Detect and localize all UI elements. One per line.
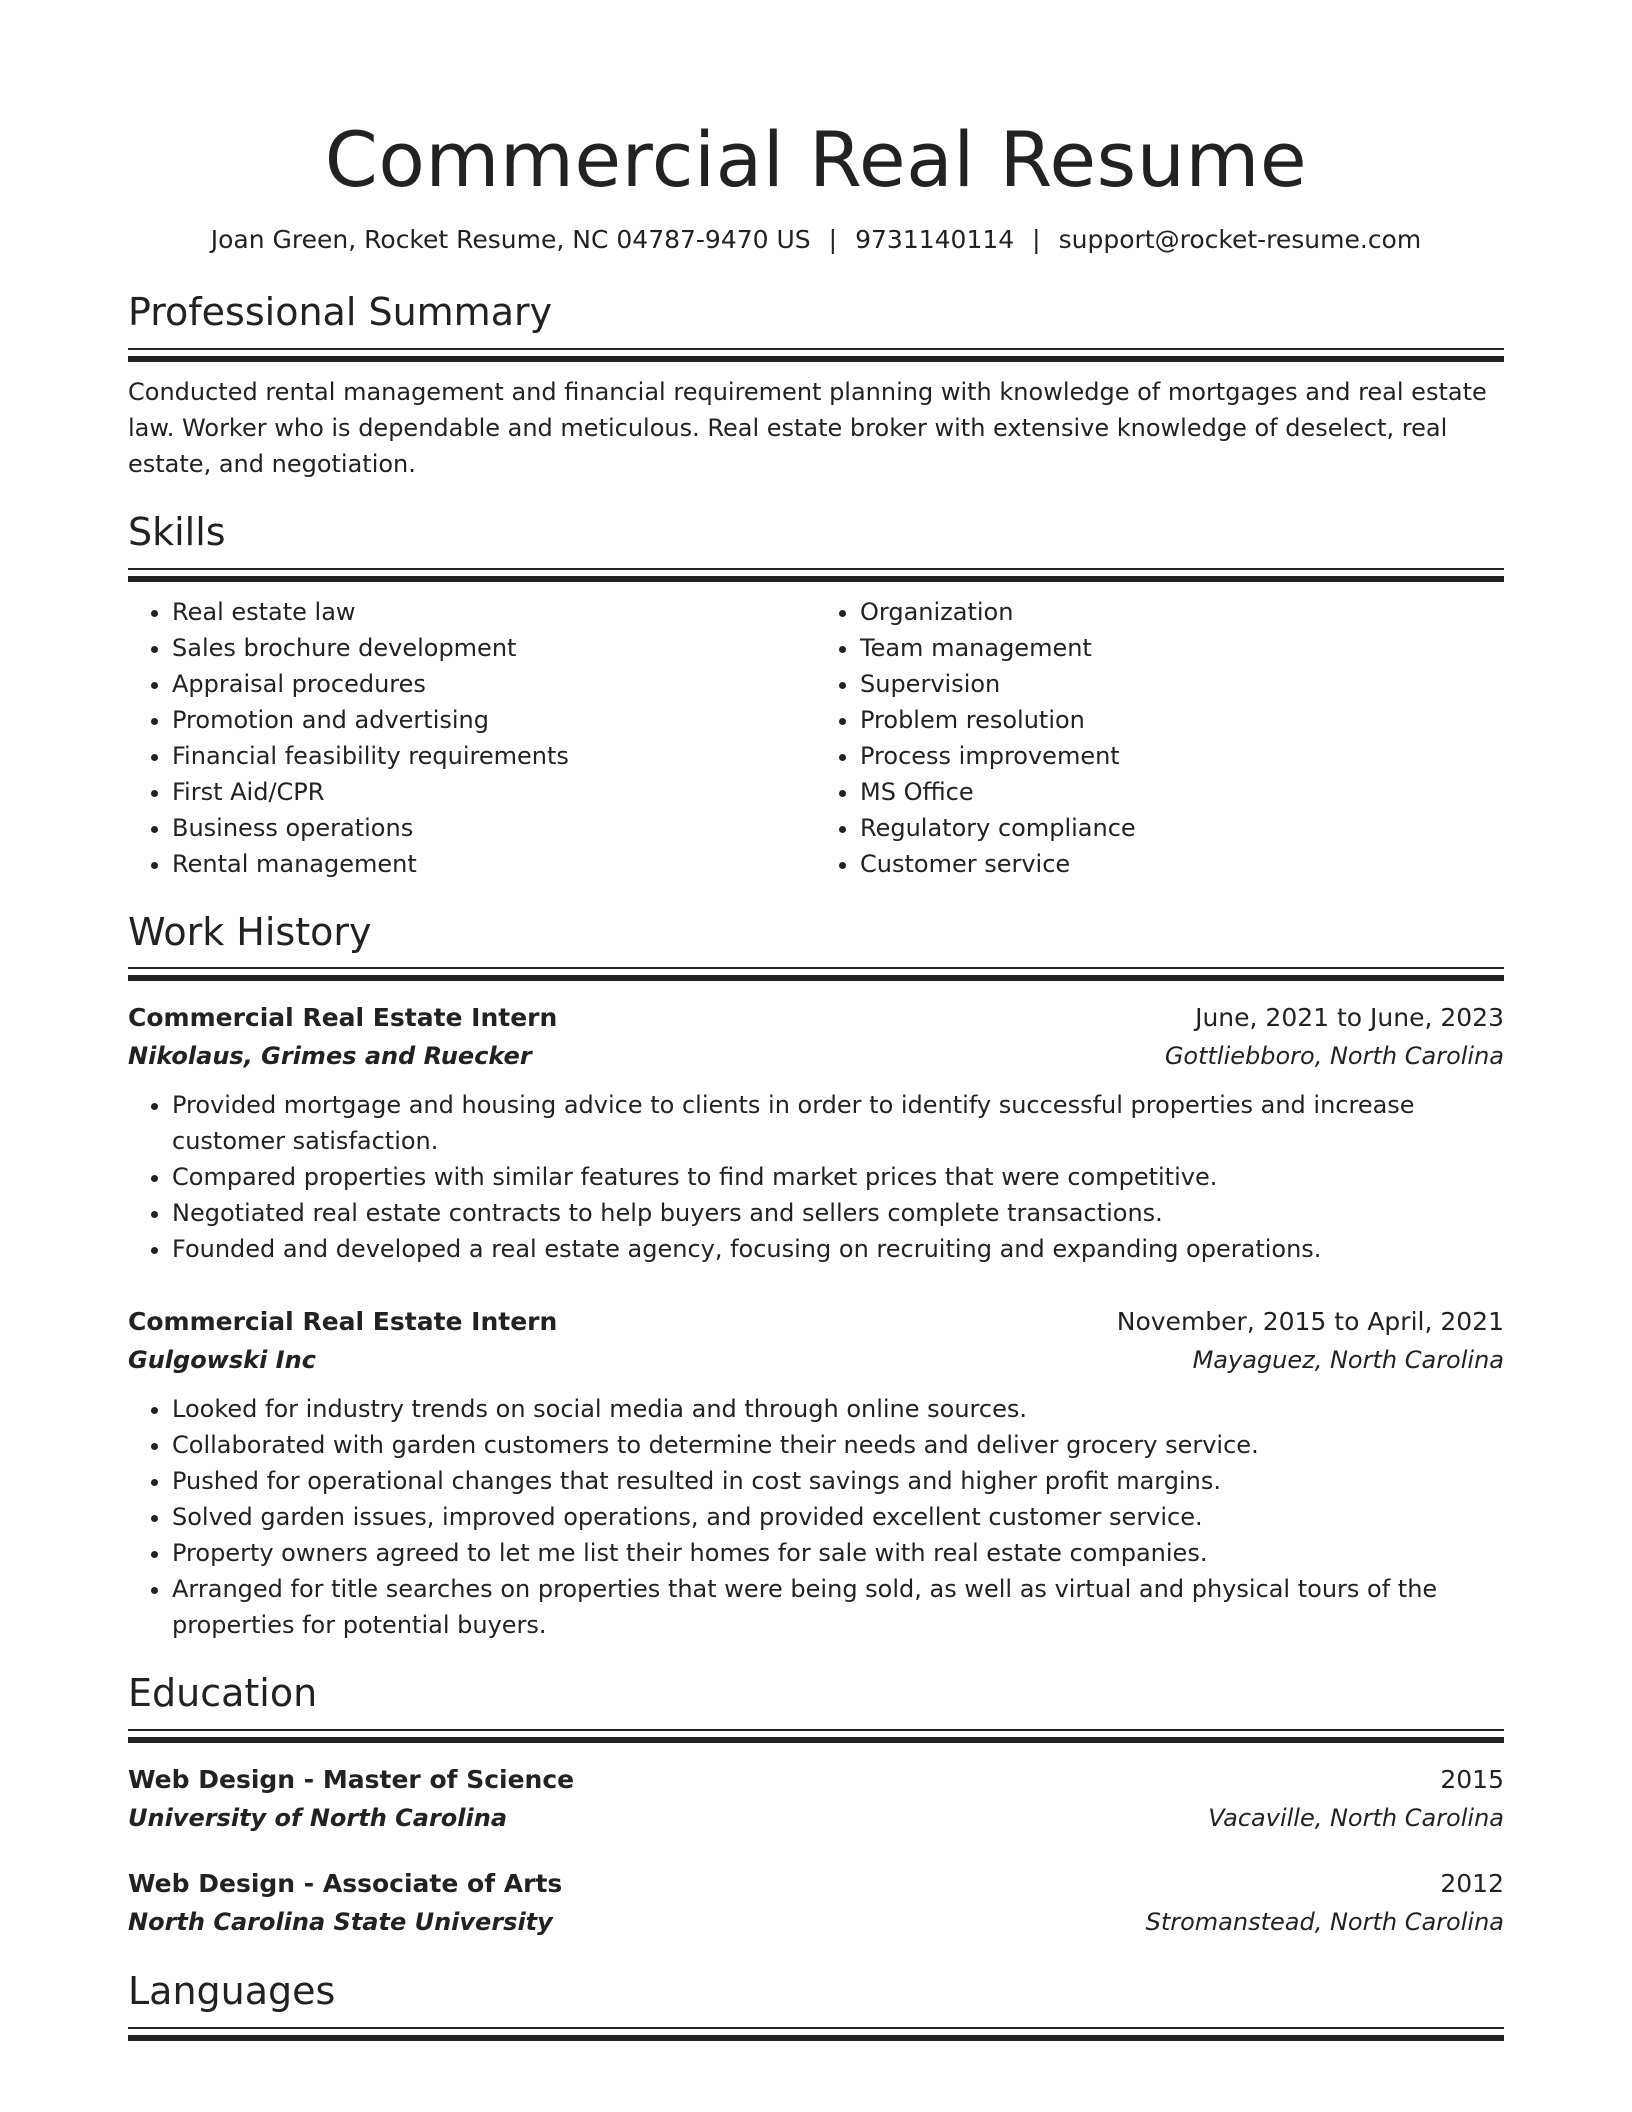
skill-item: • Problem resolution <box>860 702 1504 738</box>
education-entry <box>128 1761 1504 1837</box>
skills-list-left <box>128 594 816 882</box>
education-school: University of North Carolina <box>128 1804 508 1833</box>
job-company-row <box>128 1341 1504 1379</box>
section-divider <box>128 568 1504 582</box>
contact-line <box>128 224 1504 257</box>
skill-item: • First Aid/CPR <box>172 774 816 810</box>
skill-item: • Organization <box>860 594 1504 630</box>
section-heading-summary: Professional Summary <box>128 290 553 335</box>
job-bullet: • Solved garden issues, improved operations, and provided excellent customer service. <box>172 1499 1504 1535</box>
education-degree: Web Design - Master of Science <box>128 1765 575 1795</box>
job-bullets <box>128 1087 1504 1267</box>
skill-item: • Team management <box>860 630 1504 666</box>
skill-item: • Supervision <box>860 666 1504 702</box>
contact-phone: 9731140114 <box>855 224 1015 254</box>
section-heading-education: Education <box>128 1671 318 1716</box>
job-company-row <box>128 1037 1504 1075</box>
education-degree: Web Design - Associate of Arts <box>128 1869 563 1899</box>
resume-title: Commercial Real Resume <box>324 115 1308 204</box>
section-divider <box>128 1729 1504 1743</box>
job-title: Commercial Real Estate Intern <box>128 1307 558 1337</box>
skills-list-right <box>816 594 1504 882</box>
skill-item: • Real estate law <box>172 594 816 630</box>
job-location: Gottliebboro, North Carolina <box>1164 1042 1504 1071</box>
skills-section <box>128 509 1504 882</box>
job-company: Nikolaus, Grimes and Ruecker <box>128 1042 532 1071</box>
section-divider <box>128 2027 1504 2041</box>
skill-item: • MS Office <box>860 774 1504 810</box>
job-location: Mayaguez, North Carolina <box>1192 1346 1504 1375</box>
skill-item: • Appraisal procedures <box>172 666 816 702</box>
education-section <box>128 1673 1504 1941</box>
job-dates: June, 2021 to June, 2023 <box>1195 1003 1504 1033</box>
languages-section <box>128 1971 1504 2041</box>
education-school-row <box>128 1799 1504 1837</box>
skill-item: • Regulatory compliance <box>860 810 1504 846</box>
job-entry <box>128 1303 1504 1643</box>
section-divider <box>128 967 1504 981</box>
skill-item: • Rental management <box>172 846 816 882</box>
contact-separator: | <box>1032 224 1041 254</box>
skill-item: • Financial feasibility requirements <box>172 738 816 774</box>
job-bullet: • Pushed for operational changes that resulted in cost savings and higher profit margins. <box>172 1463 1504 1499</box>
education-year: 2015 <box>1440 1765 1504 1795</box>
education-location: Vacaville, North Carolina <box>1208 1804 1504 1833</box>
summary-section <box>128 292 1504 482</box>
education-entry <box>128 1865 1504 1941</box>
contact-address: Joan Green, Rocket Resume, NC 04787-9470 US <box>210 224 811 254</box>
education-year: 2012 <box>1440 1869 1504 1899</box>
job-header-row <box>128 1303 1504 1341</box>
contact-separator: | <box>828 224 838 254</box>
skill-item: • Process improvement <box>860 738 1504 774</box>
job-bullet: • Looked for industry trends on social media and through online sources. <box>172 1391 1504 1427</box>
section-heading-skills: Skills <box>128 509 226 554</box>
job-bullet: • Property owners agreed to let me list their homes for sale with real estate companies. <box>172 1535 1504 1571</box>
section-divider <box>128 348 1504 362</box>
skill-item: • Promotion and advertising <box>172 702 816 738</box>
education-header-row <box>128 1761 1504 1799</box>
section-heading-languages: Languages <box>128 1969 336 2014</box>
skills-columns <box>128 594 1504 882</box>
job-bullets <box>128 1391 1504 1643</box>
job-bullet: • Provided mortgage and housing advice to clients in order to identify successful properties and increase customer satisfaction. <box>172 1087 1504 1159</box>
job-company: Gulgowski Inc <box>128 1346 316 1375</box>
job-bullet: • Founded and developed a real estate agency, focusing on recruiting and expanding operations. <box>172 1231 1504 1267</box>
job-header-row <box>128 999 1504 1037</box>
job-bullet: • Compared properties with similar features to find market prices that were competitive. <box>172 1159 1504 1195</box>
job-bullet: • Negotiated real estate contracts to help buyers and sellers complete transactions. <box>172 1195 1504 1231</box>
education-header-row <box>128 1865 1504 1903</box>
skill-item: • Sales brochure development <box>172 630 816 666</box>
education-school-row <box>128 1903 1504 1941</box>
job-dates: November, 2015 to April, 2021 <box>1116 1307 1504 1337</box>
summary-text: Conducted rental management and financial requirement planning with knowledge of mortgages and real estate law. Worker who is dependable and meticulous. Real estate broker with extensive knowledge of deselect, real estate, and negotiation. <box>128 377 1487 478</box>
section-heading-work: Work History <box>128 909 372 954</box>
job-title: Commercial Real Estate Intern <box>128 1003 558 1033</box>
skill-item: • Business operations <box>172 810 816 846</box>
education-school: North Carolina State University <box>128 1908 553 1937</box>
job-entry <box>128 999 1504 1267</box>
contact-email[interactable]: support@rocket-resume.com <box>1058 224 1422 254</box>
work-history-section <box>128 909 1504 1644</box>
job-bullet: • Collaborated with garden customers to determine their needs and deliver grocery service. <box>172 1427 1504 1463</box>
education-location: Stromanstead, North Carolina <box>1145 1908 1504 1937</box>
skill-item: • Customer service <box>860 846 1504 882</box>
job-bullet: • Arranged for title searches on properties that were being sold, as well as virtual and physical tours of the properties for potential buyers. <box>172 1571 1504 1643</box>
